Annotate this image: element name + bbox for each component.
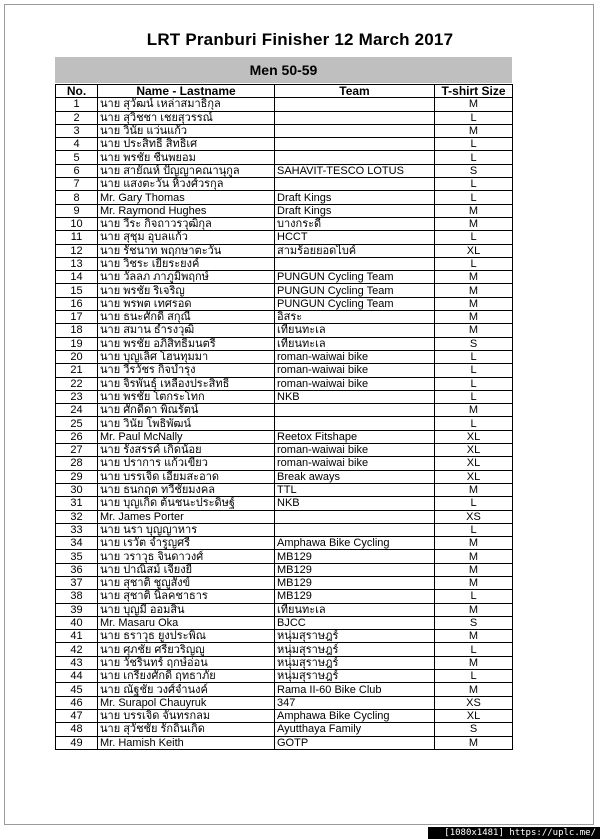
table-row xyxy=(56,736,513,749)
cell-size: L xyxy=(435,523,513,536)
cell-no: 42 xyxy=(56,643,98,656)
table-row xyxy=(56,364,513,377)
cell-no: 27 xyxy=(56,444,98,457)
cell-size: L xyxy=(435,257,513,270)
cell-no: 49 xyxy=(56,736,98,749)
cell-team: NKB xyxy=(275,390,435,403)
cell-name: นาย รัชนาท พฤกษาตะวัน xyxy=(98,244,275,257)
table-header-row xyxy=(56,85,513,98)
cell-team: Draft Kings xyxy=(275,191,435,204)
cell-team xyxy=(275,523,435,536)
cell-no: 41 xyxy=(56,630,98,643)
cell-size: M xyxy=(435,311,513,324)
cell-name: นาย ธนะศักดิ์ สกุณี xyxy=(98,311,275,324)
cell-name: นาย เกรียงศักดิ์ ฤทธาภัย xyxy=(98,670,275,683)
table-row xyxy=(56,377,513,390)
cell-size: L xyxy=(435,350,513,363)
cell-size: S xyxy=(435,723,513,736)
table-row xyxy=(56,191,513,204)
cell-team: MB129 xyxy=(275,590,435,603)
cell-no: 9 xyxy=(56,204,98,217)
cell-size: S xyxy=(435,164,513,177)
cell-name: นาย สมาน ธำรงวุฒิ xyxy=(98,324,275,337)
cell-no: 10 xyxy=(56,217,98,230)
cell-no: 30 xyxy=(56,483,98,496)
cell-team: NKB xyxy=(275,497,435,510)
cell-team: อิสระ xyxy=(275,311,435,324)
cell-size: M xyxy=(435,550,513,563)
cell-name: Mr. Surapol Chauyruk xyxy=(98,696,275,709)
cell-name: นาย แสงตะวัน หิวงศ์วรกุล xyxy=(98,178,275,191)
cell-size: M xyxy=(435,271,513,284)
cell-name: Mr. Gary Thomas xyxy=(98,191,275,204)
column-header-name: Name - Lastname xyxy=(98,85,275,98)
cell-name: นาย สุวิชชา เชยสุวรรณ์ xyxy=(98,111,275,124)
cell-name: นาย พรชัย ริเจริญ xyxy=(98,284,275,297)
cell-team xyxy=(275,124,435,137)
cell-team: Ayutthaya Family xyxy=(275,723,435,736)
table-row xyxy=(56,164,513,177)
table-row xyxy=(56,138,513,151)
cell-no: 47 xyxy=(56,709,98,722)
cell-name: นาย วีระ กิจถาวรวุฒิกุล xyxy=(98,217,275,230)
cell-team: Amphawa Bike Cycling xyxy=(275,709,435,722)
cell-no: 37 xyxy=(56,576,98,589)
cell-name: นาย บรรเจิด จันทรกลม xyxy=(98,709,275,722)
cell-size: M xyxy=(435,537,513,550)
cell-name: นาย สุวัชชัย รักถิ่นเกิด xyxy=(98,723,275,736)
cell-team: SAHAVIT-TESCO LOTUS xyxy=(275,164,435,177)
cell-name: นาย ณัฐชัย วงศ์จำนงค์ xyxy=(98,683,275,696)
cell-name: Mr. Raymond Hughes xyxy=(98,204,275,217)
cell-no: 5 xyxy=(56,151,98,164)
table-row xyxy=(56,470,513,483)
cell-team: roman-waiwai bike xyxy=(275,377,435,390)
cell-team xyxy=(275,510,435,523)
table-row xyxy=(56,271,513,284)
cell-size: L xyxy=(435,377,513,390)
table-row xyxy=(56,244,513,257)
cell-size: M xyxy=(435,284,513,297)
cell-name: นาย พรชัย อภิสิทธิ์มนตรี xyxy=(98,337,275,350)
cell-no: 38 xyxy=(56,590,98,603)
table-row xyxy=(56,311,513,324)
table-row xyxy=(56,204,513,217)
cell-size: M xyxy=(435,630,513,643)
table-row xyxy=(56,616,513,629)
cell-no: 43 xyxy=(56,656,98,669)
cell-size: L xyxy=(435,111,513,124)
table-row xyxy=(56,98,513,111)
cell-size: M xyxy=(435,404,513,417)
cell-team: MB129 xyxy=(275,576,435,589)
cell-team: BJCC xyxy=(275,616,435,629)
cell-name: นาย ประสิทธิ์ สิทธิเศ xyxy=(98,138,275,151)
table-row xyxy=(56,350,513,363)
cell-size: M xyxy=(435,124,513,137)
cell-name: นาย สุชุม อุบลแก้ว xyxy=(98,231,275,244)
cell-team: PUNGUN Cycling Team xyxy=(275,271,435,284)
cell-no: 39 xyxy=(56,603,98,616)
cell-size: L xyxy=(435,231,513,244)
cell-no: 29 xyxy=(56,470,98,483)
cell-size: S xyxy=(435,616,513,629)
table-row xyxy=(56,284,513,297)
table-row xyxy=(56,670,513,683)
cell-team xyxy=(275,151,435,164)
cell-size: M xyxy=(435,297,513,310)
table-row xyxy=(56,217,513,230)
cell-team: Rama II-60 Bike Club xyxy=(275,683,435,696)
cell-name: นาย รังสรรค์ เกิดน้อย xyxy=(98,444,275,457)
cell-team: MB129 xyxy=(275,550,435,563)
table-row xyxy=(56,709,513,722)
cell-name: Mr. Hamish Keith xyxy=(98,736,275,749)
cell-size: L xyxy=(435,151,513,164)
cell-no: 12 xyxy=(56,244,98,257)
table-row xyxy=(56,297,513,310)
cell-no: 11 xyxy=(56,231,98,244)
cell-name: นาย สุชาติ ชูญูสังข์ xyxy=(98,576,275,589)
cell-name: นาย พรชัย โตกระโทก xyxy=(98,390,275,403)
cell-name: นาย บุญเกิด ต้นชนะประดิษฐ์ xyxy=(98,497,275,510)
cell-size: M xyxy=(435,204,513,217)
cell-team: หนุ่มสุราษฎร์ xyxy=(275,630,435,643)
document-title: LRT Pranburi Finisher 12 March 2017 xyxy=(146,30,454,49)
cell-name: นาย วีรวัชร กิจบำรุง xyxy=(98,364,275,377)
table-row xyxy=(56,417,513,430)
image-size-footer: [1080x1481] https://uplc.me/ xyxy=(428,827,600,839)
cell-no: 48 xyxy=(56,723,98,736)
cell-no: 45 xyxy=(56,683,98,696)
table-row xyxy=(56,390,513,403)
cell-name: Mr. Paul McNally xyxy=(98,430,275,443)
cell-team: หนุ่มสุราษฎร์ xyxy=(275,643,435,656)
cell-size: L xyxy=(435,417,513,430)
cell-name: นาย ปราการ แก้วเขียว xyxy=(98,457,275,470)
cell-no: 21 xyxy=(56,364,98,377)
cell-no: 1 xyxy=(56,98,98,111)
cell-name: นาย บุญมี ออมสิน xyxy=(98,603,275,616)
cell-size: M xyxy=(435,483,513,496)
table-row xyxy=(56,523,513,536)
cell-name: นาย เรวัต จำรูญศรี xyxy=(98,537,275,550)
cell-size: M xyxy=(435,217,513,230)
cell-name: นาย วัลลภ ภาภูมิพฤกษ์ xyxy=(98,271,275,284)
cell-size: L xyxy=(435,670,513,683)
cell-team: PUNGUN Cycling Team xyxy=(275,297,435,310)
cell-no: 20 xyxy=(56,350,98,363)
cell-size: S xyxy=(435,337,513,350)
cell-no: 35 xyxy=(56,550,98,563)
cell-size: XL xyxy=(435,470,513,483)
cell-size: XL xyxy=(435,444,513,457)
cell-no: 46 xyxy=(56,696,98,709)
cell-team: 347 xyxy=(275,696,435,709)
table-row xyxy=(56,497,513,510)
finisher-table xyxy=(55,84,513,750)
cell-name: นาย พรชัย ชื่นพยอม xyxy=(98,151,275,164)
table-row xyxy=(56,510,513,523)
cell-team: roman-waiwai bike xyxy=(275,364,435,377)
cell-size: L xyxy=(435,138,513,151)
cell-no: 3 xyxy=(56,124,98,137)
cell-size: M xyxy=(435,656,513,669)
cell-name: Mr. Masaru Oka xyxy=(98,616,275,629)
cell-team: HCCT xyxy=(275,231,435,244)
cell-size: M xyxy=(435,603,513,616)
cell-team xyxy=(275,257,435,270)
table-row xyxy=(56,483,513,496)
cell-no: 40 xyxy=(56,616,98,629)
table-row xyxy=(56,457,513,470)
column-header-team: Team xyxy=(275,85,435,98)
cell-size: M xyxy=(435,563,513,576)
cell-no: 4 xyxy=(56,138,98,151)
cell-size: XL xyxy=(435,709,513,722)
cell-name: นาย สุวัฒน์ เหล่าสมาธิกุล xyxy=(98,98,275,111)
cell-no: 44 xyxy=(56,670,98,683)
cell-team xyxy=(275,178,435,191)
cell-name: นาย ศักดิ์ดา พิณรัตน์ xyxy=(98,404,275,417)
cell-size: M xyxy=(435,98,513,111)
table-row xyxy=(56,444,513,457)
cell-team: Amphawa Bike Cycling xyxy=(275,537,435,550)
cell-no: 26 xyxy=(56,430,98,443)
cell-name: นาย ศุภชัย ศรียวริญญู xyxy=(98,643,275,656)
cell-no: 28 xyxy=(56,457,98,470)
cell-name: นาย วราวุธ จินดาวงศ์ xyxy=(98,550,275,563)
cell-name: นาย วินัย แว่นแก้ว xyxy=(98,124,275,137)
cell-team: roman-waiwai bike xyxy=(275,444,435,457)
table-row xyxy=(56,537,513,550)
table-row xyxy=(56,430,513,443)
cell-size: L xyxy=(435,590,513,603)
cell-size: M xyxy=(435,324,513,337)
cell-size: L xyxy=(435,191,513,204)
cell-size: XL xyxy=(435,430,513,443)
cell-size: M xyxy=(435,576,513,589)
cell-no: 8 xyxy=(56,191,98,204)
cell-team: MB129 xyxy=(275,563,435,576)
table-row xyxy=(56,696,513,709)
cell-no: 36 xyxy=(56,563,98,576)
table-row xyxy=(56,550,513,563)
cell-team xyxy=(275,111,435,124)
cell-size: M xyxy=(435,683,513,696)
cell-team xyxy=(275,417,435,430)
table-row xyxy=(56,124,513,137)
cell-team xyxy=(275,404,435,417)
cell-team: TTL xyxy=(275,483,435,496)
category-header: Men 50-59 xyxy=(55,57,512,83)
cell-no: 7 xyxy=(56,178,98,191)
cell-team: เทียนทะเล xyxy=(275,337,435,350)
cell-name: นาย ปาณิสม์ เจียงยี่ xyxy=(98,563,275,576)
cell-name: นาย วิชระ เยียระยงค์ xyxy=(98,257,275,270)
table-row xyxy=(56,404,513,417)
cell-name: นาย พรพต เทศรอด xyxy=(98,297,275,310)
cell-team: บางกระดี่ xyxy=(275,217,435,230)
cell-no: 31 xyxy=(56,497,98,510)
cell-no: 15 xyxy=(56,284,98,297)
cell-no: 6 xyxy=(56,164,98,177)
cell-name: นาย บรรเจิด เอี่ยมสะอาด xyxy=(98,470,275,483)
table-body xyxy=(56,98,513,750)
cell-size: XS xyxy=(435,696,513,709)
table-row xyxy=(56,563,513,576)
cell-size: M xyxy=(435,736,513,749)
cell-name: นาย ธราวุธ ยูงประพิณ xyxy=(98,630,275,643)
cell-no: 32 xyxy=(56,510,98,523)
cell-no: 34 xyxy=(56,537,98,550)
cell-name: นาย บุญเลิศ โฮนทุมมา xyxy=(98,350,275,363)
cell-no: 18 xyxy=(56,324,98,337)
cell-size: XL xyxy=(435,244,513,257)
table-row xyxy=(56,257,513,270)
cell-no: 33 xyxy=(56,523,98,536)
table-row xyxy=(56,630,513,643)
table-row xyxy=(56,590,513,603)
cell-name: นาย สายัณห์ ปัญญาคณานุกูล xyxy=(98,164,275,177)
cell-no: 24 xyxy=(56,404,98,417)
cell-no: 23 xyxy=(56,390,98,403)
table-row xyxy=(56,683,513,696)
cell-size: L xyxy=(435,643,513,656)
cell-size: XL xyxy=(435,457,513,470)
cell-name: Mr. James Porter xyxy=(98,510,275,523)
cell-no: 13 xyxy=(56,257,98,270)
cell-no: 17 xyxy=(56,311,98,324)
cell-no: 19 xyxy=(56,337,98,350)
cell-team: หนุ่มสุราษฎร์ xyxy=(275,670,435,683)
cell-name: นาย ธนกฤต ทวีชัยมงคล xyxy=(98,483,275,496)
cell-size: L xyxy=(435,390,513,403)
cell-team: roman-waiwai bike xyxy=(275,457,435,470)
cell-name: นาย วินัย โพธิพัฒน์ xyxy=(98,417,275,430)
cell-name: นาย จิรพันธุ์ เหลืองประสิทธิ์ xyxy=(98,377,275,390)
table-row xyxy=(56,576,513,589)
table-row xyxy=(56,643,513,656)
table-row xyxy=(56,231,513,244)
cell-no: 16 xyxy=(56,297,98,310)
cell-name: นาย สุชาติ นิลคชาธาร xyxy=(98,590,275,603)
cell-size: L xyxy=(435,497,513,510)
cell-team xyxy=(275,138,435,151)
cell-size: L xyxy=(435,178,513,191)
cell-team: เทียนทะเล xyxy=(275,603,435,616)
cell-size: XS xyxy=(435,510,513,523)
table-row xyxy=(56,723,513,736)
cell-name: นาย วัชรินทร์ ฤกษ์อ่อน xyxy=(98,656,275,669)
cell-team: หนุ่มสุราษฎร์ xyxy=(275,656,435,669)
cell-no: 22 xyxy=(56,377,98,390)
cell-no: 2 xyxy=(56,111,98,124)
cell-team: roman-waiwai bike xyxy=(275,350,435,363)
column-header-no: No. xyxy=(56,85,98,98)
table-row xyxy=(56,178,513,191)
cell-team: สามร้อยยอดไบค์ xyxy=(275,244,435,257)
cell-team: PUNGUN Cycling Team xyxy=(275,284,435,297)
table-row xyxy=(56,656,513,669)
table-row xyxy=(56,151,513,164)
cell-size: L xyxy=(435,364,513,377)
cell-no: 14 xyxy=(56,271,98,284)
table-row xyxy=(56,324,513,337)
cell-team: Reetox Fitshape xyxy=(275,430,435,443)
table-row xyxy=(56,603,513,616)
table-row xyxy=(56,111,513,124)
cell-team: Break aways xyxy=(275,470,435,483)
cell-no: 25 xyxy=(56,417,98,430)
cell-name: นาย นรา บุญญาหาร xyxy=(98,523,275,536)
cell-team xyxy=(275,98,435,111)
table-row xyxy=(56,337,513,350)
cell-team: เทียนทะเล xyxy=(275,324,435,337)
cell-team: Draft Kings xyxy=(275,204,435,217)
cell-team: GOTP xyxy=(275,736,435,749)
column-header-size: T-shirt Size xyxy=(435,85,513,98)
